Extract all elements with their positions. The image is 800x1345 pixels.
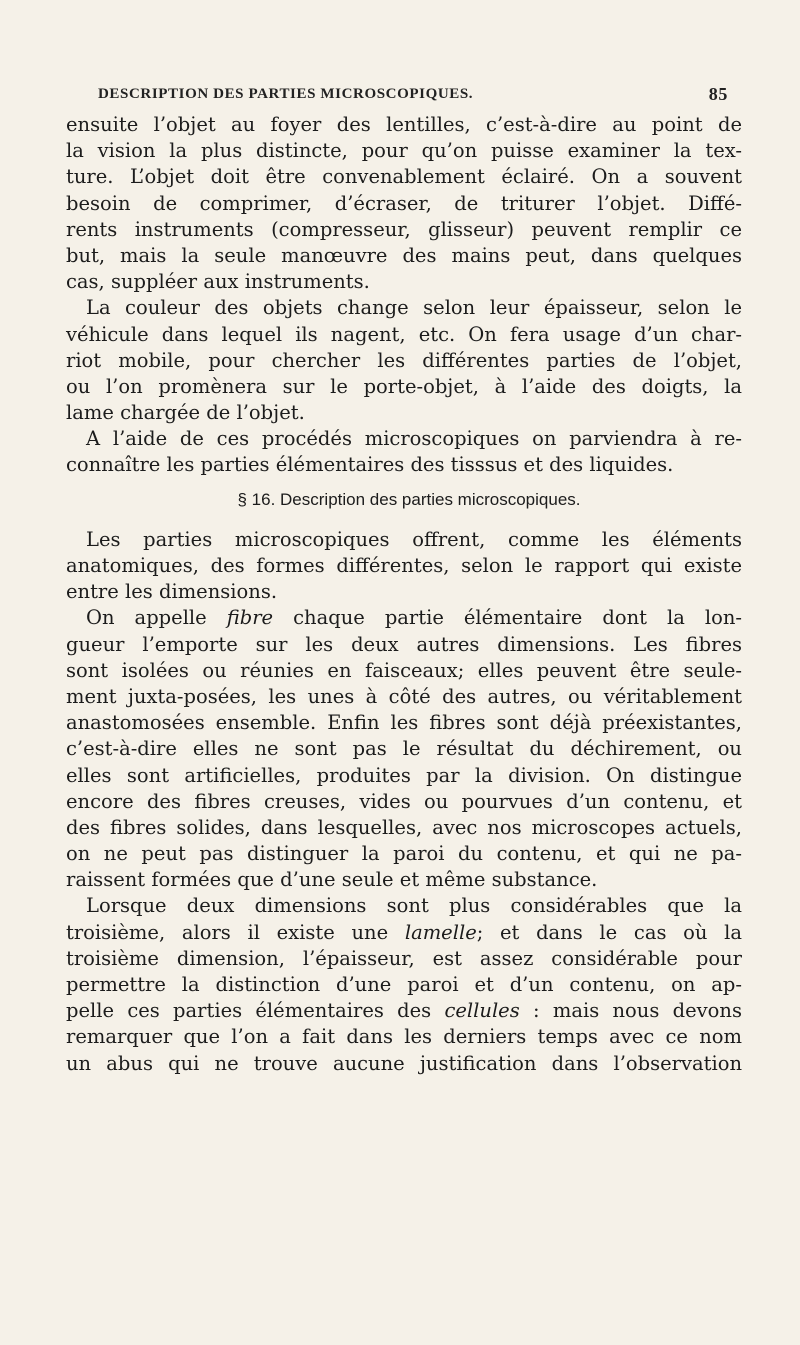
text-line: cas, suppléer aux instruments. (66, 270, 370, 294)
emphasis-term: fibre (226, 606, 274, 630)
text-line: ou l’on promènera sur le porte-objet, à l’aide des doigts, la (66, 374, 742, 398)
text-line: lame chargée de l’objet. (66, 401, 305, 425)
text-line: des fibres solides, dans lesquelles, avec nos microscopes actuels, (66, 815, 742, 839)
text-line: gueur l’emporte sur les deux autres dimensions. Les fibres (66, 632, 742, 656)
text-line: troisième dimension, l’épaisseur, est assez considérable pour (66, 946, 742, 970)
text-line (66, 998, 742, 1024)
text-fragment: : mais nous devons (519, 999, 742, 1023)
page-number: 85 (708, 84, 728, 104)
body-text (66, 112, 742, 1077)
text-line: un abus qui ne trouve aucune justification dans l’observation (66, 1051, 742, 1075)
emphasis-term: lamelle (404, 920, 477, 944)
text-fragment: chaque partie élémentaire dont la lon- (273, 606, 742, 630)
running-title: DESCRIPTION DES PARTIES MICROSCOPIQUES. (98, 86, 474, 102)
text-line: ture. L’objet doit être convenablement éclairé. On a souvent (66, 165, 742, 189)
text-line: c’est-à-dire elles ne sont pas le résultat du déchirement, ou (66, 737, 742, 761)
text-line: anastomosées ensemble. Enfin les fibres sont déjà préexistantes, (66, 711, 742, 735)
text-fragment: pelle ces parties élémentaires des (66, 999, 445, 1023)
text-line: véhicule dans lequel ils nagent, etc. On fera usage d’un char- (66, 322, 742, 346)
text-line: permettre la distinction d’une paroi et d’un contenu, on ap- (66, 973, 742, 996)
text-line: Lorsque deux dimensions sont plus considérables que la (86, 894, 742, 918)
text-line (66, 605, 742, 631)
text-line: rents instruments (compresseur, glisseur) peuvent remplir ce (66, 217, 742, 241)
text-fragment: ; et dans le cas où la (476, 920, 742, 944)
text-line: sont isolées ou réunies en faisceaux; elles peuvent être seule- (66, 658, 742, 682)
text-line: but, mais la seule manœuvre des mains peut, dans quelques (66, 243, 742, 267)
text-line: raissent formées que d’une seule et même substance. (66, 868, 598, 892)
text-line: ensuite l’objet au foyer des lentilles, c’est-à-dire au point de (66, 113, 742, 136)
text-line: elles sont artificielles, produites par la division. On distingue (66, 763, 742, 787)
emphasis-term: cellules (444, 999, 520, 1023)
text-line: riot mobile, pour chercher les différentes parties de l’objet, (66, 348, 742, 372)
text-fragment: troisième, alors il existe une (66, 920, 405, 944)
text-line: La couleur des objets change selon leur épaisseur, selon le (86, 296, 742, 320)
text-line: la vision la plus distincte, pour qu’on puisse examiner la tex- (66, 139, 742, 163)
text-line: anatomiques, des formes différentes, selon le rapport qui existe (66, 554, 742, 577)
text-line: entre les dimensions. (66, 580, 278, 604)
text-line: on ne peut pas distinguer la paroi du contenu, et qui ne pa- (66, 842, 742, 866)
text-line: A l’aide de ces procédés microscopiques on parviendra à re- (86, 427, 742, 451)
running-head (98, 86, 728, 110)
text-line: remarquer que l’on a fait dans les derniers temps avec ce nom (66, 1025, 742, 1049)
section-heading: § 16. Description des parties microscopiques. (237, 489, 581, 509)
text-line (66, 920, 742, 946)
text-line: besoin de comprimer, d’écraser, de triturer l’objet. Diffé- (66, 191, 742, 215)
text-line: connaître les parties élémentaires des tisssus et des liquides. (66, 453, 674, 477)
text-line: encore des fibres creuses, vides ou pourvues d’un contenu, et (66, 789, 742, 813)
text-line: ment juxta-posées, les unes à côté des autres, ou véritablement (66, 684, 742, 708)
text-fragment: On appelle (86, 606, 227, 630)
text-line: Les parties microscopiques offrent, comme les éléments (86, 527, 742, 551)
